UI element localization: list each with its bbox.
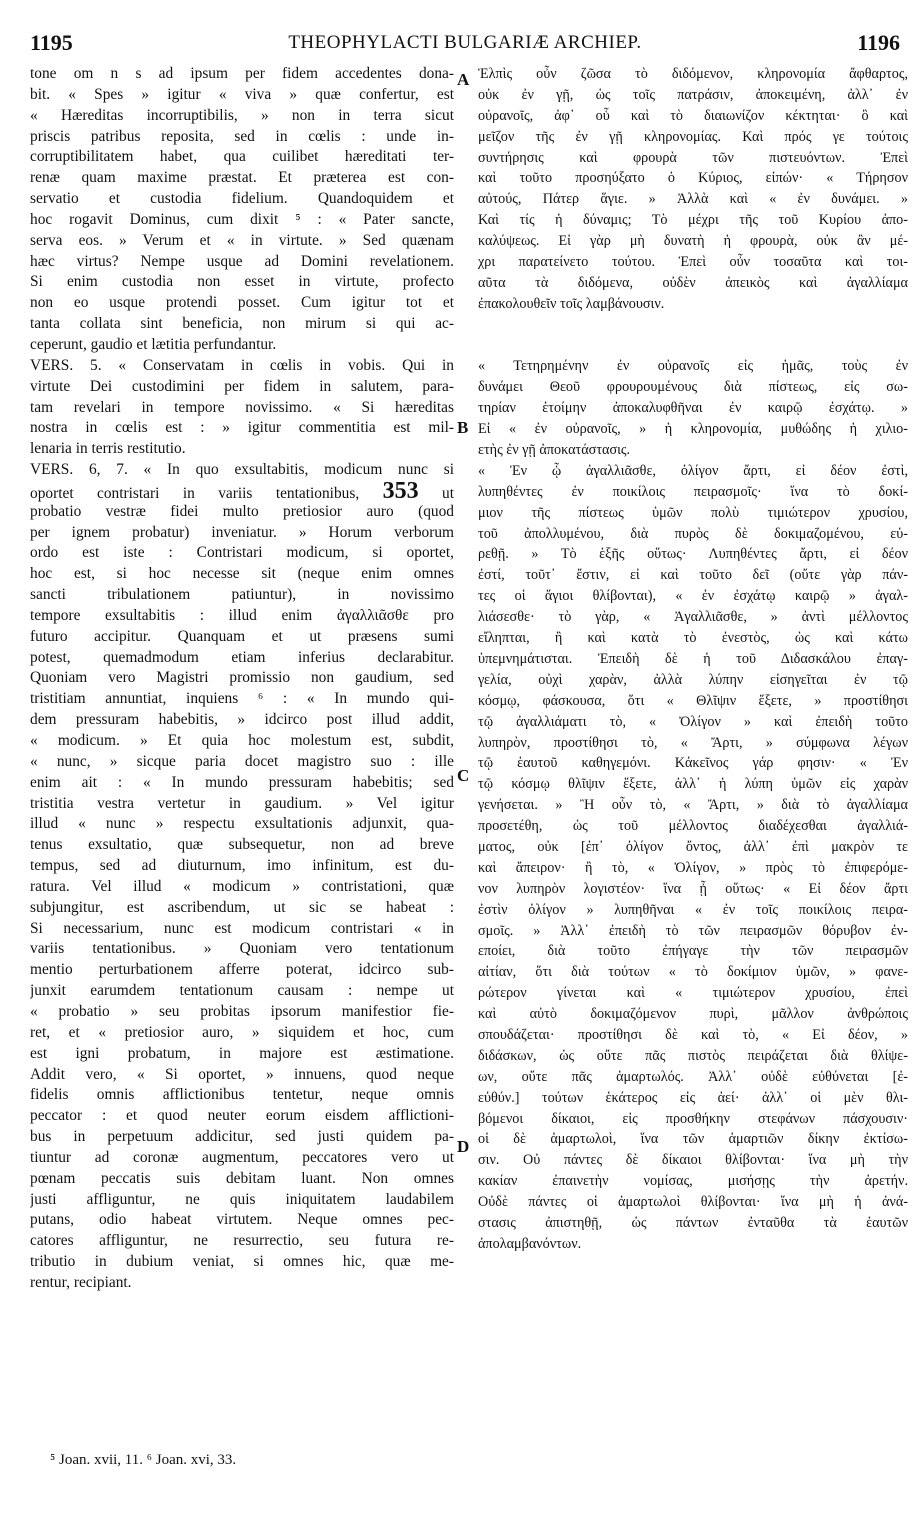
latin-line: VERS. 5. « Conservatam in cœlis in vobis. Qui in [30, 356, 454, 374]
greek-line: ὑπεμνημάτισται. Ἐπειδὴ δὲ ἡ τοῦ Διδασκάλου ἐπαγ- [478, 650, 908, 667]
page-number-left: 1195 [30, 30, 73, 55]
latin-line: pœnam peccatis suis debitam luant. Non omnes [30, 1169, 454, 1187]
greek-line: τοῦ ἀπολλυμένου, διὰ πυρὸς δὲ δοκιμαζομένου, εὑ- [478, 525, 908, 542]
latin-line: ordo est iste : Contristari modicum, si oportet, [30, 544, 454, 562]
latin-line: hoc est, si hoc necesse sit (neque enim omnes [30, 565, 454, 583]
latin-line: catores affliguntur, ne resurrectio, seu futura re- [30, 1232, 454, 1250]
margin-letter-c: C [457, 766, 470, 785]
latin-line: renæ quam maxime præstat. Et præterea est con- [30, 169, 454, 187]
greek-line: λυπηρὸν, προστίθησι τὸ, « Ἄρτι, » σύμφωνα λέγων [478, 734, 908, 751]
latin-line: illud « nunc » respectu exsultationis adjunxit, qua- [30, 815, 454, 833]
greek-line: αἰτίαν, ὅτι διὰ τούτων « τὸ δοκίμιον ὑμῶν, » φανε- [478, 964, 908, 981]
latin-line: « nunc, » sicque paria docet magistro suo : ille [30, 752, 454, 770]
greek-line: ἐπακολουθεῖν τοῖς λαμβάνουσιν. [478, 295, 665, 312]
latin-line: bit. « Spes » igitur « viva » quæ confertur, est [30, 85, 454, 103]
greek-line: στασις ἀπιστηθῇ, ὡς πάντων ἐνταῦθα τὰ ἑαυτῶν [478, 1214, 908, 1231]
latin-line: putans, odio habeat virtutem. Neque omnes pec- [30, 1211, 454, 1229]
latin-line: corruptibilitatem habet, qua cuilibet hæreditati ter- [30, 148, 454, 166]
greek-line: ων, οὔτε πᾶς ἁμαρτωλός. Ἀλλ᾿ οὐδὲ εὐθύνεται [ἐ- [478, 1068, 908, 1085]
greek-line: εποίει, διὰ τοῦτο ἐπήγαγε τὴν τῶν πειρασμῶν [478, 943, 908, 960]
greek-line: καὶ τοῦτο προσηύξατο ὁ Κύριος, εἰπών· « Τήρησον [478, 170, 908, 187]
greek-line [478, 315, 908, 336]
page-header [30, 30, 900, 60]
greek-line: συντήρησις καὶ φρουρὰ τῶν πιστευόντων. Ἐπεὶ [478, 149, 908, 166]
latin-line: virtute Dei custodimini per fidem in salutem, para- [30, 377, 454, 395]
greek-line: ετὴς ἐν γῇ ἀποκατάστασις. [478, 442, 631, 459]
greek-line: καλύψεως. Εἰ γὰρ μὴ δυνατὴ ἡ φρουρὰ, οὐκ ἂν μέ- [478, 233, 908, 250]
latin-line: tam revelari in tempore novissimo. « Si hæreditas [30, 398, 454, 416]
latin-line: Si necessarium, nunc est modicum contristari « in [30, 919, 454, 937]
latin-line: nostra in cœlis est : » igitur commentitia est mil- [30, 419, 454, 437]
greek-line: ἐστὶν ὀλίγον » λυπηθῆναι « ἐν τοῖς ποικίλοις πειρα- [478, 901, 908, 918]
latin-line: tristitia vestra vertetur in gaudium. » Vel igitur [30, 794, 454, 812]
latin-line: tributio in dubium veniat, si omnes hic, quæ me- [30, 1253, 454, 1271]
latin-line: ceperunt, gaudio et lætitia perfundantur. [30, 335, 277, 353]
greek-line: λυπηθέντες ἐν ποικίλοις πειρασμοῖς· ἵνα τὸ δοκί- [478, 483, 908, 500]
greek-line: τῷ ἀγαλλιάματι τὸ, « Ὀλίγον » καὶ ἐπειδὴ τοῦτο [478, 713, 908, 730]
greek-line: τηρίαν ἑτοίμην ἀποκαλυφθῆναι ἐν καιρῷ ἐσχάτῳ. » [478, 400, 908, 417]
greek-line: προσετέθη, ὡς τοῦ μέλλοντος διαδέχεσθαι ἀγαλλιά- [478, 818, 908, 835]
column-number: 353 [382, 480, 419, 502]
greek-line: μεῖζον τῆς ἐν γῇ κληρονομίας. Καὶ πρός γε τούτοις [478, 128, 908, 145]
greek-line: οἱ δὲ ἁμαρτωλοὶ, ἵνα τῶν ἁμαρτιῶν δίκην ἐκτίσω- [478, 1131, 908, 1148]
footnotes: ⁵ Joan. xvii, 11. ⁶ Joan. xvi, 33. [50, 1452, 237, 1468]
greek-line: Καὶ τίς ἡ δύναμις; Τὸ μέχρι τῆς τοῦ Κυρίου ἀπο- [478, 212, 908, 229]
greek-line: εἴληπται, ἢ καὶ κατὰ τὸ ἐνεστὸς, ὡς καὶ κάτω [478, 630, 908, 647]
margin-letter-b: B [457, 418, 469, 437]
greek-line: εὐθύν.] τούτων ἑκάτερος εἰς ἀεί· ἀλλ᾿ οἱ μὲν θλι- [478, 1089, 908, 1106]
latin-line: futuro accipitur. Quanquam et ut præsens sumi [30, 627, 454, 645]
greek-line: « Ἐν ᾧ ἀγαλλιᾶσθε, ὀλίγον ἄρτι, εἰ δέον ἐστὶ, [478, 462, 908, 479]
greek-line: λιάσεσθε· τὸ γὰρ, « Ἀγαλλιᾶσθε, » ἀντὶ μέλλοντος [478, 609, 908, 626]
latin-line: tone om n s ad ipsum per fidem accedentes dona- [30, 65, 454, 82]
latin-line: « Hæreditas incorruptibilis, » non in terra sicut [30, 106, 454, 124]
latin-line: hæc virtus? Nempe usque ad Domini revelationem. [30, 252, 454, 270]
latin-line: tenus exsultatio, quæ subsequetur, non ad breve [30, 836, 454, 854]
page-number-right: 1196 [857, 30, 900, 55]
latin-line: ratura. Vel illud « modicum » contristationi, quæ [30, 877, 454, 895]
greek-line: ἀπολαμβανόντων. [478, 1235, 582, 1252]
greek-line: γενήσεται. » Ἢ οὖν τὸ, « Ἄρτι, » διὰ τὸ ἀγαλλίαμα [478, 797, 908, 814]
margin-letter-d: D [457, 1137, 470, 1156]
latin-line: priscis patribus reposita, sed in cœlis : unde in- [30, 127, 454, 145]
greek-line: τῷ ἑαυτοῦ καθηγεμόνι. Κἀκεῖνος γάρ φησιν· « Ἐν [478, 755, 908, 772]
latin-line: Addit vero, « Si oportet, » innuens, quod neque [30, 1065, 454, 1083]
greek-column [478, 64, 908, 1255]
latin-line: ret, et « pretiosior auro, » siquidem et hoc, cum [30, 1023, 454, 1041]
latin-line: « probatio » seu probitas ipsorum manifestior fie- [30, 1002, 454, 1020]
latin-line: tanta collata sint beneficia, non mirum si qui ac- [30, 315, 454, 333]
latin-line: bus in perpetuum addicitur, sed justi quidem pa- [30, 1128, 454, 1146]
latin-line: tiuntur ad coronæ augmentum, peccatores vero ut [30, 1148, 454, 1166]
greek-line: οὐρανοῖς, ἀφ᾿ οὗ καὶ τὸ διαιωνίζον κέκτηται· ὃ καὶ [478, 107, 908, 124]
greek-line: δυνάμει Θεοῦ φρουρουμένους διὰ πίστεως, εἰς σω- [478, 379, 908, 396]
greek-line: οὐκ ἐν γῇ, ὡς τοῖς πατράσιν, ἀποκειμένη, ἀλλ᾿ ἐν [478, 86, 908, 103]
greek-line: κακίαν ἐπαινετὴν νομίσας, μισήσῃς τὴν ἀρετήν. [478, 1173, 908, 1190]
greek-line: Εἰ « ἐν οὐρανοῖς, » ἡ κληρονομία, μυθώδης ἡ χιλιο- [478, 421, 908, 438]
latin-line: probatio vestræ fidei multo pretiosior auro (quod [30, 502, 454, 520]
greek-line: ματος, οὐκ [ἐπ᾿ ὀλίγον ὄντος, ἀλλ᾿ ἐπὶ μακρὸν τε [478, 838, 908, 855]
greek-line: σμοῖς. » Ἀλλ᾿ ἐπειδὴ τὸ τῶν πειρασμῶν θόρυβον ἐν- [478, 922, 908, 939]
greek-line: αὐτούς, Πάτερ ἅγιε. » Ἀλλὰ καὶ « ἐν δυνάμει. » [478, 191, 908, 208]
latin-line: Si enim custodia non esset in virtute, profecto [30, 273, 454, 291]
latin-line: per ignem probatur) inveniatur. » Horum verborum [30, 523, 454, 541]
latin-line: tempus, sed ad diuturnum, imo infinitum, est du- [30, 857, 454, 875]
greek-line: καὶ ἄπειρον· ἢ τὸ, « Ὀλίγον, » πρὸς τὸ ἐπιφερόμε- [478, 859, 908, 876]
latin-line: est igni probatum, in majore est æstimatione. [30, 1044, 454, 1062]
latin-line: enim ait : « In mundo pressuram habebitis; sed [30, 773, 454, 791]
latin-line: sancti tribulationem patiuntur), in novissimo [30, 586, 454, 604]
latin-line: rentur, recipiant. [30, 1273, 132, 1291]
greek-line: ρώτερον γίνεται καὶ « τιμιώτερον χρυσίου, ἐπεὶ [478, 985, 908, 1002]
greek-line: νον λυπηρὸν λογιστέον· ἵνα ᾖ οὕτως· « Εἰ δέον ἄρτι [478, 880, 908, 897]
running-title: THEOPHYLACTI BULGARIÆ ARCHIEP. [288, 32, 642, 53]
latin-line: Quoniam vero Magistri promissio non gaudium, sed [30, 669, 454, 687]
greek-line: τῷ κόσμῳ θλῖψιν ἕξετε, ἀλλ᾿ ἡ λύπη ὑμῶν εἰς χαρὰν [478, 776, 908, 793]
latin-line: oportet contristari in variis tentationibus, 353 ut [30, 481, 454, 502]
greek-line: ρεθῇ. » Τὸ ἑξῆς οὕτως· Λυπηθέντες ἄρτι, εἰ δέον [478, 546, 908, 563]
greek-line: « Τετηρημένην ἐν οὐρανοῖς εἰς ἡμᾶς, τοὺς ἐν [478, 358, 908, 375]
latin-column [30, 64, 454, 1294]
greek-line: μιον τῆς πίστεως ὑμῶν πολὺ τιμιώτερον χρυσίου, [478, 504, 908, 521]
latin-line: peccator : et quod neuter eorum eisdem afflictioni- [30, 1107, 454, 1125]
latin-line: hoc rogavit Dominus, cum dixit ⁵ : « Pater sancte, [30, 210, 454, 228]
greek-line: σπουδάζεται· προστίθησι δὲ καὶ τὸ, « Εἰ δέον, » [478, 1026, 908, 1043]
greek-line: Οὐδὲ πάντες οἱ ἁμαρτωλοὶ θλίβονται· ἵνα μὴ ἡ ἀνά- [478, 1194, 908, 1211]
latin-line: VERS. 6, 7. « In quo exsultabitis, modicum nunc si [30, 461, 454, 479]
latin-line: tristitiam annuntiat, inquiens ⁶ : « In mundo qui- [30, 690, 454, 708]
greek-line: κόσμῳ, φάσκουσα, ὅτι « Θλῖψιν ἕξετε, » προστίθησι [478, 692, 908, 709]
greek-line: γελία, οὐχὶ χαρὰν, ἀλλὰ λύπην εἰσηγεῖται ἐν τῷ [478, 671, 908, 688]
greek-line: χρι παρατείνετο τούτου. Ἐπεὶ οὖν τοσαῦτα καὶ τοι- [478, 254, 908, 271]
latin-line: potest, quemadmodum etiam inferius declarabitur. [30, 648, 454, 666]
greek-line: σιν. Οὐ πάντες δὲ δίκαιοι θλίβονται· ἵνα μὴ τὴν [478, 1152, 908, 1169]
greek-line: Ἐλπὶς οὖν ζῶσα τὸ διδόμενον, κληρονομία ἄφθαρτος, [478, 66, 908, 82]
latin-line: subjungitur, est ascribendum, ut sic se habeat : [30, 898, 454, 916]
greek-line: ἐστί, τοῦτ᾿ ἔστιν, εἰ καὶ τοῦτο δεῖ (οὔτε γὰρ πάν- [478, 567, 908, 584]
latin-line: servatio et custodia fidelium. Quandoquidem et [30, 190, 454, 208]
greek-line: βόμενοι δίκαιοι, εἰς προσθήκην στεφάνων πάσχουσιν· [478, 1110, 908, 1127]
greek-line: καὶ αὐτὸ δοκιμαζόμενον πυρὶ, μᾶλλον ἀνθρώποις [478, 1006, 908, 1023]
latin-line: justi affliguntur, ne quis iniquitatem laudabilem [30, 1190, 454, 1208]
latin-line: mentio perturbationem afferre poterat, idcirco sub- [30, 961, 454, 979]
latin-line: junxit earumdem tentationum causam : nempe ut [30, 982, 454, 1000]
latin-line: variis tentationibus. » Quoniam vero tentationum [30, 940, 454, 958]
latin-line: tempore exsultabitis : illud enim ἀγαλλιᾶσθε pro [30, 606, 454, 624]
greek-line: αῦτα τὰ διδόμενα, οὐδὲν ἀπεικὸς καὶ ἀγαλλίαμα [478, 274, 908, 291]
latin-line: fidelis omnis afflictionibus tentetur, neque omnis [30, 1086, 454, 1104]
greek-line: διδάσκων, ὡς οὔτε πᾶς πιστὸς πειράζεται διὰ θλίψε- [478, 1047, 908, 1064]
margin-letter-a: A [457, 70, 470, 89]
greek-line [478, 336, 908, 357]
latin-line: non eo usque protendi posset. Cum igitur tot et [30, 294, 454, 312]
latin-line: dem pressuram habebitis, » idcirco post illud addit, [30, 711, 454, 729]
latin-line: lenaria in terris restitutio. [30, 440, 186, 458]
latin-line: serva eos. » Verum et « in virtute. » Sed quænam [30, 231, 454, 249]
latin-line: « modicum. » Et quia hoc molestum est, subdit, [30, 732, 454, 749]
greek-line: τες οἱ ἅγιοι θλίβονται), « ἐν ἐσχάτῳ καιρῷ » ἀγαλ- [478, 588, 908, 605]
